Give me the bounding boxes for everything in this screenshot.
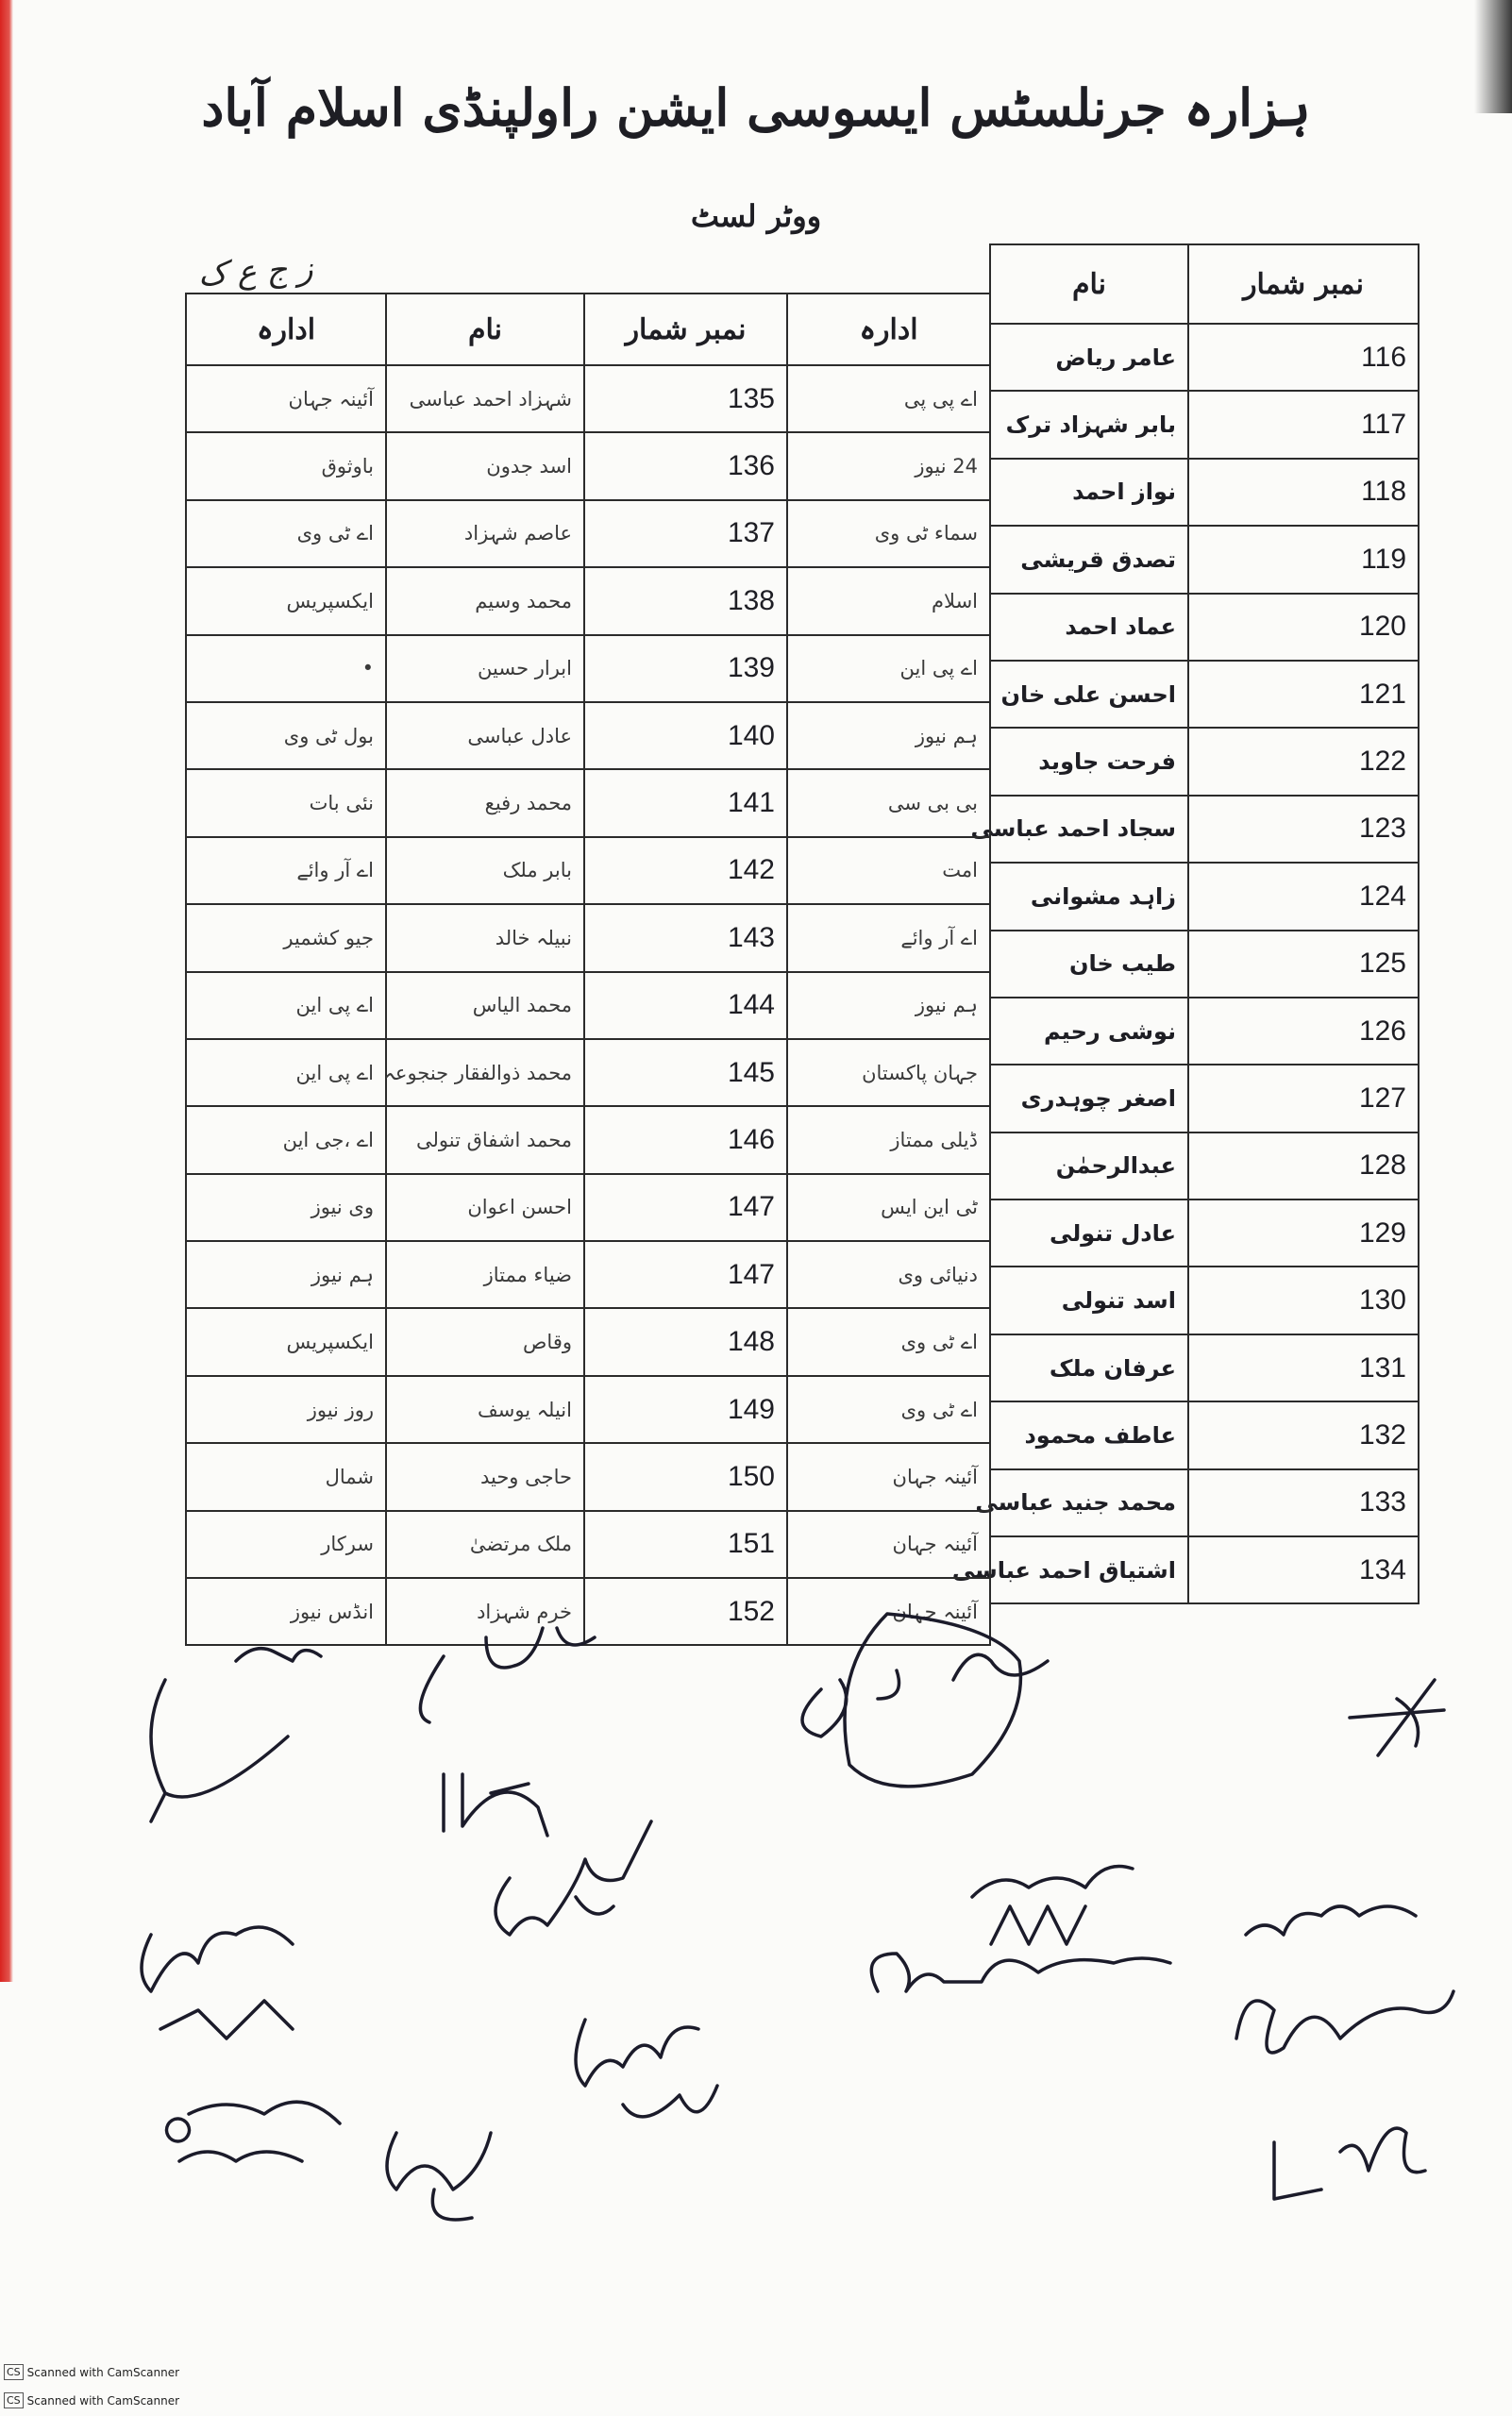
signature-5 (802, 1614, 1020, 1787)
member-name: اصغر چوہدری (990, 1065, 1188, 1132)
member-number: 152 (584, 1578, 787, 1645)
member-name: خرم شہزاد (386, 1578, 584, 1645)
member-name: عاطف محمود (990, 1401, 1188, 1468)
member-name: بابر شہزاد ترک (990, 391, 1188, 458)
member-org: اے پی این (186, 972, 386, 1039)
member-name: نوشی رحیم (990, 998, 1188, 1065)
member-number: 146 (584, 1106, 787, 1173)
member-number: 124 (1188, 863, 1419, 930)
member-name: محمد اشفاق تنولی (386, 1106, 584, 1173)
member-number: 145 (584, 1039, 787, 1106)
member-org: • (186, 635, 386, 702)
member-org: دنیائی وی (787, 1241, 990, 1308)
member-org: اے ٹی وی (787, 1376, 990, 1443)
member-name: شہزاد احمد عباسی (386, 365, 584, 432)
member-number: 118 (1188, 459, 1419, 526)
member-name: فرحت جاوید (990, 728, 1188, 795)
member-org: اے پی این (787, 635, 990, 702)
signature-3 (444, 1774, 547, 1836)
camscanner-badge: CS (4, 2392, 24, 2408)
member-org: اے ،جی این (186, 1106, 386, 1173)
member-number: 137 (584, 500, 787, 567)
member-name: عاصم شہزاد (386, 500, 584, 567)
member-org: جیو کشمیر (186, 904, 386, 971)
header-number: نمبر شمار (584, 294, 787, 365)
member-name: عرفان ملک (990, 1334, 1188, 1401)
member-name: عادل تنولی (990, 1200, 1188, 1267)
member-name: نواز احمد (990, 459, 1188, 526)
member-number: 149 (584, 1376, 787, 1443)
header-org: ادارہ (186, 294, 386, 365)
signature-9 (871, 1954, 1170, 1991)
member-name: محمد وسیم (386, 567, 584, 634)
member-number: 136 (584, 432, 787, 499)
member-org: آئینہ جہان (787, 1443, 990, 1510)
member-name: احسن علی خان (990, 661, 1188, 728)
member-org: ہم نیوز (787, 972, 990, 1039)
member-org: آئینہ جہان (787, 1511, 990, 1578)
member-name: بابر ملک (386, 837, 584, 904)
member-number: 131 (1188, 1334, 1419, 1401)
member-number: 147 (584, 1241, 787, 1308)
member-org: نئی بات (186, 769, 386, 836)
document-title: ہزارہ جرنلسٹس ایسوسی ایشن راولپنڈی اسلام آباد (201, 77, 1311, 138)
member-org: باوثوق (186, 432, 386, 499)
member-name: محمد ذوالفقار جنجوعہ (386, 1039, 584, 1106)
member-org: ٹی این ایس (787, 1174, 990, 1241)
signature-13 (142, 1927, 293, 2038)
member-org: آئینہ جہان (787, 1578, 990, 1645)
member-number: 141 (584, 769, 787, 836)
signature-8 (972, 1867, 1133, 1945)
member-name: حاجی وحید (386, 1443, 584, 1510)
member-org: انڈس نیوز (186, 1578, 386, 1645)
member-number: 127 (1188, 1065, 1419, 1132)
member-number: 129 (1188, 1200, 1419, 1267)
scan-footer (4, 2364, 179, 2380)
member-org: اے پی پی (787, 365, 990, 432)
member-number: 116 (1188, 324, 1419, 391)
member-org: اے پی این (186, 1039, 386, 1106)
member-number: 140 (584, 702, 787, 769)
member-name: عامر ریاض (990, 324, 1188, 391)
member-number: 143 (584, 904, 787, 971)
member-name: طیب خان (990, 931, 1188, 998)
signature-2 (420, 1628, 595, 1722)
signature-12 (1274, 2128, 1425, 2199)
member-org: 24 نیوز (787, 432, 990, 499)
member-org: ہم نیوز (787, 702, 990, 769)
member-name: اسد جدون (386, 432, 584, 499)
member-number: 142 (584, 837, 787, 904)
signature-14 (167, 2102, 340, 2161)
signature-10 (1246, 1906, 1416, 1935)
camscanner-text: Scanned with CamScanner (26, 2393, 180, 2408)
member-org: ہم نیوز (186, 1241, 386, 1308)
member-org: بی بی سی (787, 769, 990, 836)
member-name: نبیلہ خالد (386, 904, 584, 971)
signature-1 (151, 1649, 321, 1821)
member-org: آئینہ جہان (186, 365, 386, 432)
member-number: 151 (584, 1511, 787, 1578)
member-org: بول ٹی وی (186, 702, 386, 769)
member-name: زاہد مشوانی (990, 863, 1188, 930)
member-org: ڈیلی ممتاز (787, 1106, 990, 1173)
member-name: وقاص (386, 1308, 584, 1375)
member-number: 138 (584, 567, 787, 634)
camscanner-badge: CS (4, 2364, 24, 2380)
member-name: سجاد احمد عباسی (990, 796, 1188, 863)
member-org: ایکسپریس (186, 567, 386, 634)
member-org: اسلام (787, 567, 990, 634)
member-number: 121 (1188, 661, 1419, 728)
header-org: ادارہ (787, 294, 990, 365)
scan-footer (4, 2392, 179, 2408)
member-org: اے ٹی وی (787, 1308, 990, 1375)
member-name: عماد احمد (990, 594, 1188, 661)
member-org: سرکار (186, 1511, 386, 1578)
header-number: نمبر شمار (1188, 244, 1419, 324)
member-number: 135 (584, 365, 787, 432)
member-name: احسن اعوان (386, 1174, 584, 1241)
member-name: عادل عباسی (386, 702, 584, 769)
signature-11 (1236, 1991, 1453, 2053)
signature-6 (953, 1654, 1048, 1680)
member-name: ابرار حسین (386, 635, 584, 702)
member-name: محمد رفیع (386, 769, 584, 836)
member-number: 120 (1188, 594, 1419, 661)
member-name: تصدق قریشی (990, 526, 1188, 593)
signature-16 (387, 2133, 491, 2220)
member-name: عبدالرحمٰن (990, 1132, 1188, 1200)
signature-7 (1350, 1680, 1444, 1755)
member-org: جہان پاکستان (787, 1039, 990, 1106)
member-org: اے آر وائے (186, 837, 386, 904)
member-number: 144 (584, 972, 787, 1039)
header-name: نام (386, 294, 584, 365)
member-number: 130 (1188, 1267, 1419, 1334)
camscanner-text: Scanned with CamScanner (26, 2365, 180, 2379)
member-name: محمد الیاس (386, 972, 584, 1039)
member-org: اے ٹی وی (186, 500, 386, 567)
signature-4 (496, 1821, 651, 1935)
member-number: 150 (584, 1443, 787, 1510)
handwritten-note: ز ج ع ک (197, 249, 314, 294)
member-org: روز نیوز (186, 1376, 386, 1443)
member-number: 139 (584, 635, 787, 702)
member-org: امت (787, 837, 990, 904)
member-name: اشتیاق احمد عباسی (990, 1536, 1188, 1603)
member-org: سماء ٹی وی (787, 500, 990, 567)
member-name: ملک مرتضیٰ (386, 1511, 584, 1578)
member-number: 117 (1188, 391, 1419, 458)
member-org: وی نیوز (186, 1174, 386, 1241)
header-name: نام (990, 244, 1188, 324)
member-number: 125 (1188, 931, 1419, 998)
member-org: اے آر وائے (787, 904, 990, 971)
member-org: ایکسپریس (186, 1308, 386, 1375)
signature-15 (576, 2020, 717, 2117)
member-number: 133 (1188, 1469, 1419, 1536)
member-name: اسد تنولی (990, 1267, 1188, 1334)
member-name: انیلہ یوسف (386, 1376, 584, 1443)
member-number: 126 (1188, 998, 1419, 1065)
member-org: شمال (186, 1443, 386, 1510)
member-number: 119 (1188, 526, 1419, 593)
member-number: 132 (1188, 1401, 1419, 1468)
member-name: ضیاء ممتاز (386, 1241, 584, 1308)
member-number: 148 (584, 1308, 787, 1375)
member-name: محمد جنید عباسی (990, 1469, 1188, 1536)
document-subtitle: ووٹر لسٹ (690, 198, 822, 234)
member-number: 122 (1188, 728, 1419, 795)
member-number: 134 (1188, 1536, 1419, 1603)
member-number: 123 (1188, 796, 1419, 863)
member-number: 128 (1188, 1132, 1419, 1200)
member-number: 147 (584, 1174, 787, 1241)
